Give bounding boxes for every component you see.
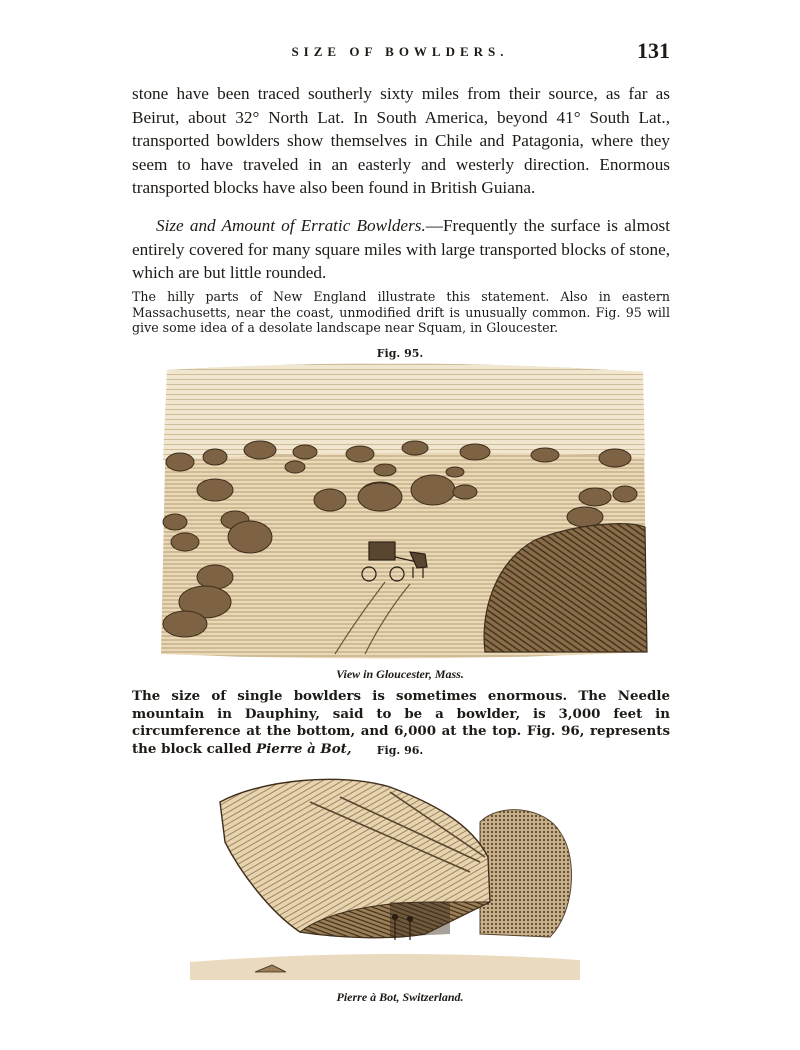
gloucester-landscape-illustration	[155, 362, 650, 662]
paragraph-size-and-amount	[132, 214, 670, 285]
pierre-a-bot-illustration	[190, 762, 580, 980]
running-title: SIZE OF BOWLDERS.	[291, 44, 509, 59]
figure-95-caption: View in Gloucester, Mass.	[336, 667, 464, 681]
figure-96-engraving	[190, 762, 580, 980]
paragraph-bowlders-travel: stone have been traced southerly sixty miles from their source, as far as Beirut, about 32° North Lat. In South America, beyond 41° South Lat., transported bowlders show themselves in Chile and Patagonia, where they seem to have traveled in an easterly and westerly direction. Enormous transported blocks have also been found in British Guiana.	[132, 84, 670, 198]
figure-95-engraving	[155, 362, 650, 662]
running-head	[130, 38, 670, 66]
block-name: Pierre à Bot,	[256, 740, 352, 757]
page-number: 131	[637, 38, 670, 63]
section-text: —Frequently the surface is almost entirely covered for many square miles with large transported blocks of stone, which are but little rounded.	[132, 216, 671, 283]
section-heading: Size and Amount of Erratic Bowlders.	[156, 216, 426, 235]
paragraph-body: The size of single bowlders is sometimes enormous. The Needle mountain in Dauphiny, said to be a bowlder, is 3,000 feet in circumference at the bottom, and 6,000 at the top. Fig. 96, represents the block called	[132, 688, 670, 757]
figure-96-caption: Pierre à Bot, Switzerland.	[336, 990, 464, 1004]
figure-95-label: Fig. 95.	[376, 347, 424, 360]
paragraph-new-england: The hilly parts of New England illustrate this statement. Also in eastern Massachusetts, near the coast, unmodified drift is unusually common. Fig. 95 will give some idea of a desolate landscape near Squam, in Gloucester.	[132, 289, 670, 336]
figure-96-label: Fig. 96.	[376, 744, 424, 757]
